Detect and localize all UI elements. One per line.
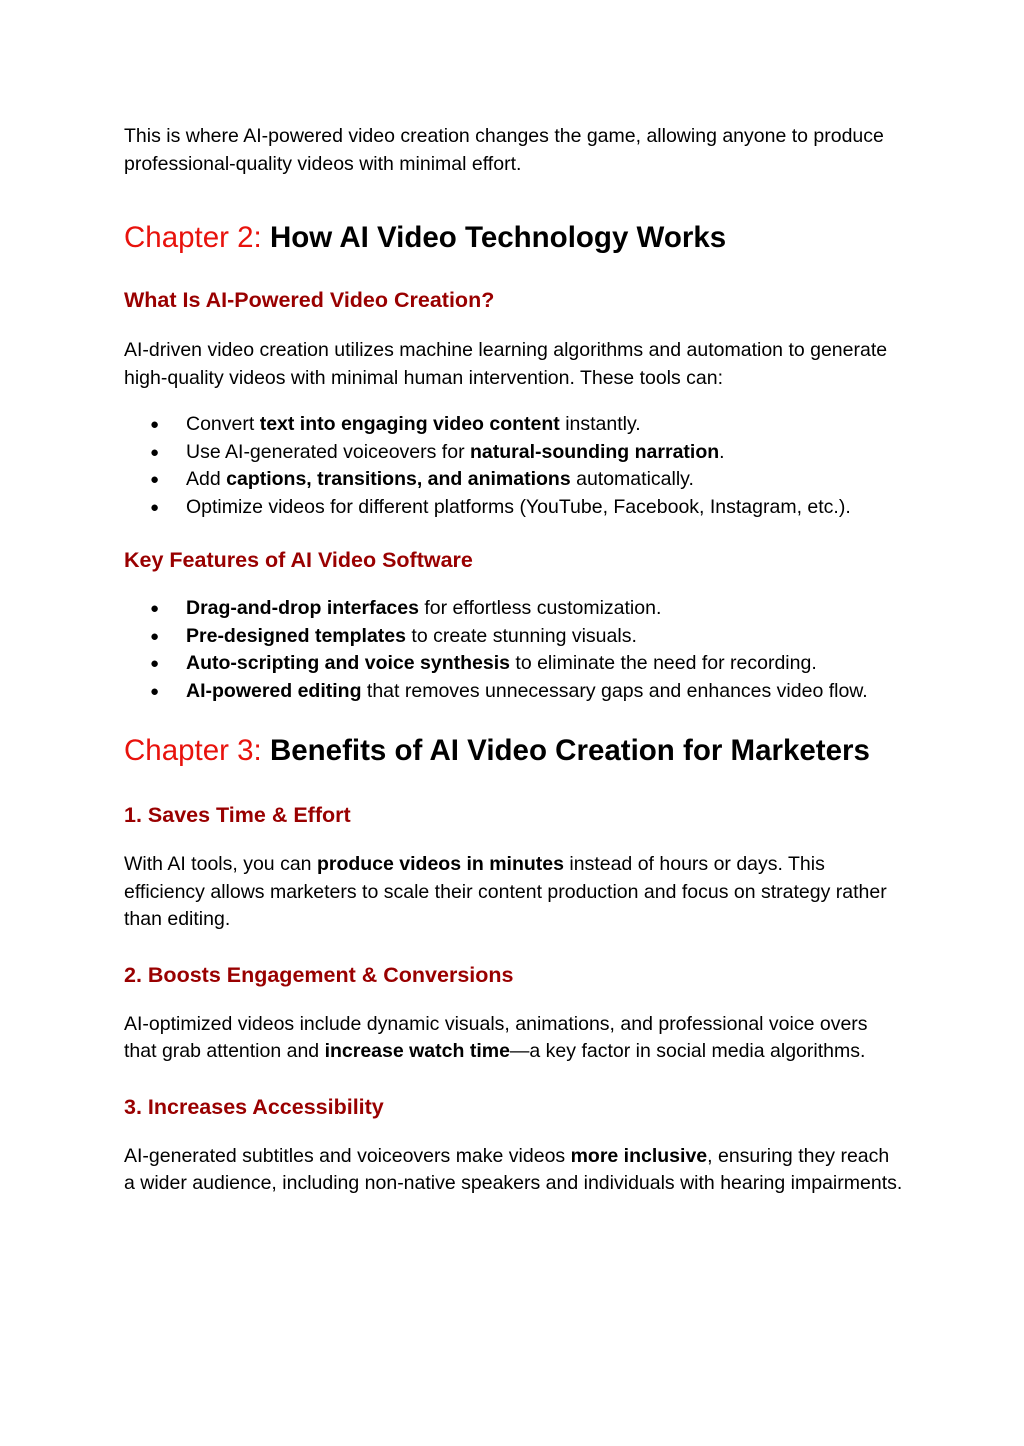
- benefit-1-heading: 1. Saves Time & Effort: [124, 803, 351, 827]
- bullet-icon: ●: [150, 416, 160, 433]
- list-item: ● Drag-and-drop interfaces for effortless customization.: [124, 595, 904, 623]
- benefit-1-paragraph: With AI tools, you can produce videos in minutes instead of hours or days. This efficiency allows marketers to scale their content production and focus on strategy rather than editing.: [124, 853, 887, 930]
- what-is-paragraph: AI-driven video creation utilizes machine learning algorithms and automation to generate high-quality videos with minimal human intervention. These tools can:: [124, 339, 888, 389]
- list-item: ● AI-powered editing that removes unnecessary gaps and enhances video flow.: [124, 678, 904, 706]
- key-features-heading: Key Features of AI Video Software: [124, 548, 473, 572]
- benefit-2-paragraph: AI-optimized videos include dynamic visuals, animations, and professional voice overs that grab attention and increase watch time—a key factor in social media algorithms.: [124, 1012, 868, 1062]
- benefit-3-paragraph: AI-generated subtitles and voiceovers make videos more inclusive, ensuring they reach a wider audience, including non-native speakers and individuals with hearing impairments.: [124, 1144, 903, 1194]
- benefit-3-heading: 3. Increases Accessibility: [124, 1094, 384, 1119]
- list-item: ● Optimize videos for different platforms (YouTube, Facebook, Instagram, etc.).: [124, 494, 904, 522]
- bullet-icon: ●: [150, 471, 160, 488]
- benefit-2-heading: 2. Boosts Engagement & Conversions: [124, 962, 514, 987]
- bullet-icon: ●: [150, 498, 160, 516]
- chapter-3-number: Chapter 3:: [124, 734, 262, 767]
- what-is-list: [124, 411, 904, 521]
- chapter-2-number: Chapter 2:: [124, 221, 262, 254]
- bullet-icon: ●: [150, 655, 160, 672]
- list-item: ● Add captions, transitions, and animations automatically.: [124, 466, 904, 494]
- chapter-3-title: Benefits of AI Video Creation for Marketers: [269, 734, 870, 767]
- what-is-heading: What Is AI-Powered Video Creation?: [124, 288, 495, 312]
- chapter-3-heading: [124, 731, 904, 771]
- key-features-list: [124, 595, 904, 705]
- intro-paragraph: This is where AI-powered video creation changes the game, allowing anyone to produce professional-quality videos with minimal effort.: [124, 125, 884, 175]
- bullet-icon: ●: [150, 682, 160, 700]
- chapter-2-title: How AI Video Technology Works: [269, 221, 727, 254]
- chapter-2-heading: [124, 218, 904, 258]
- list-item: ● Auto-scripting and voice synthesis to eliminate the need for recording.: [124, 650, 904, 678]
- list-item: ● Use AI-generated voiceovers for natural-sounding narration.: [124, 439, 904, 467]
- list-item: ● Pre-designed templates to create stunning visuals.: [124, 623, 904, 651]
- list-item: ● Convert text into engaging video content instantly.: [124, 411, 904, 439]
- bullet-icon: ●: [150, 627, 160, 645]
- bullet-icon: ●: [150, 600, 160, 617]
- bullet-icon: ●: [150, 443, 160, 461]
